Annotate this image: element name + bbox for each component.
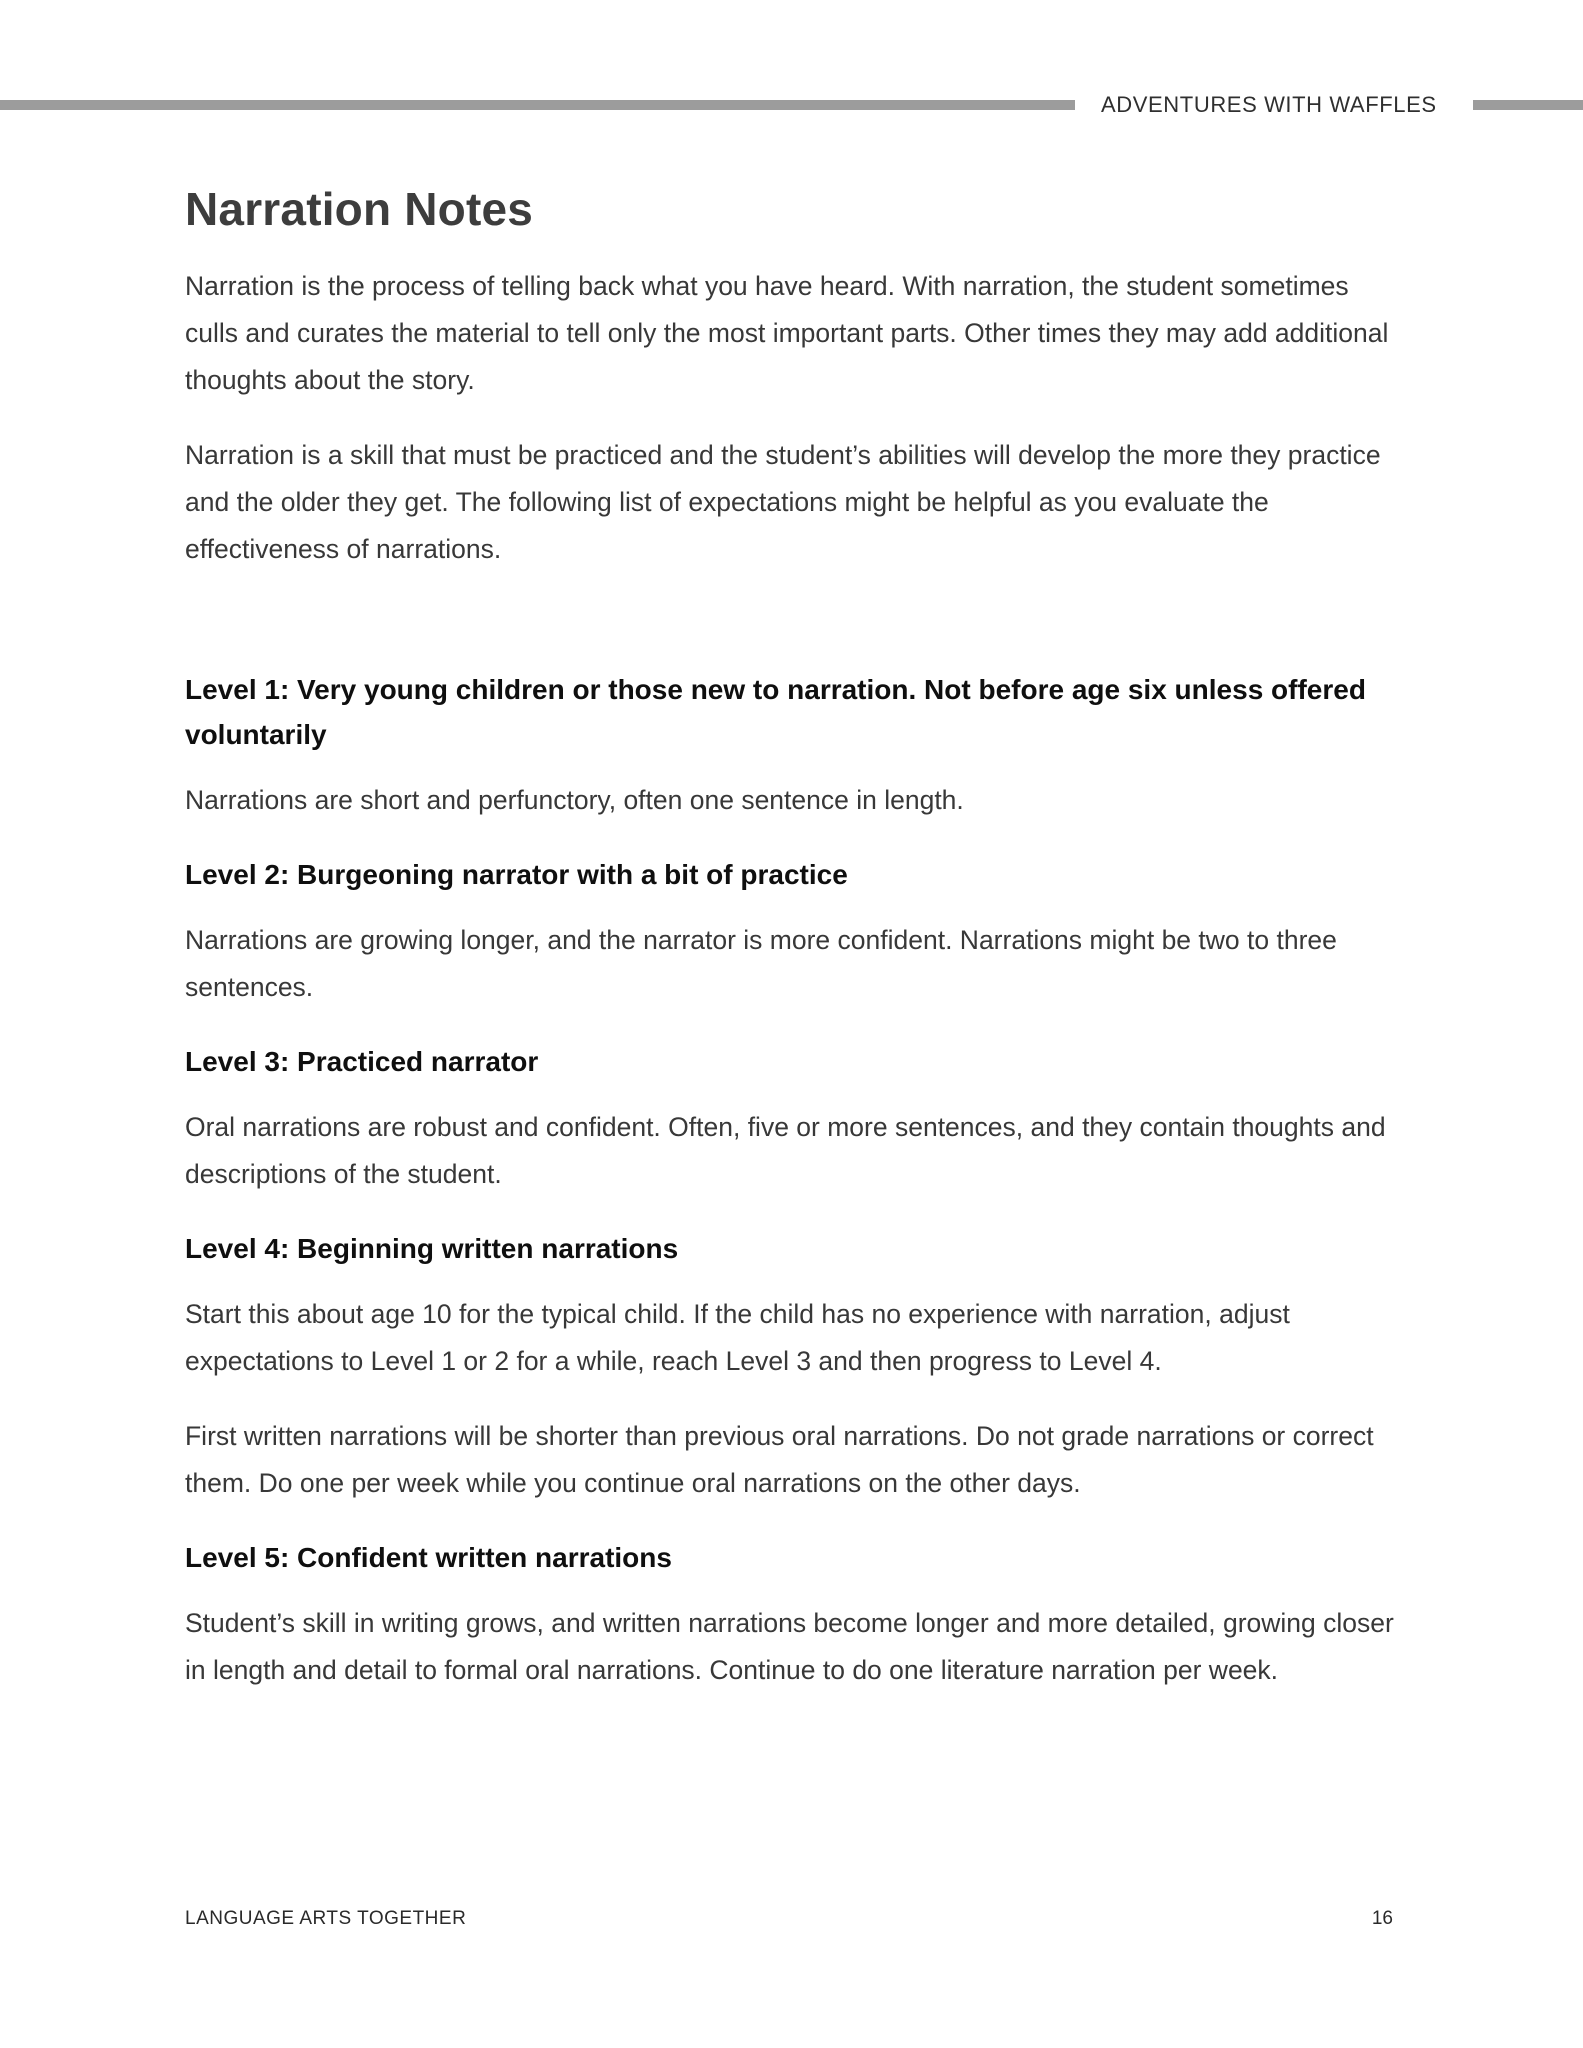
section-heading-level-4: Level 4: Beginning written narrations	[185, 1233, 679, 1265]
section-paragraph-level-2: Narrations are growing longer, and the narrator is more confident. Narrations might be two to three sentences.	[185, 925, 1337, 1003]
section-heading-level-1: Level 1: Very young children or those new to narration. Not before age six unless offered voluntarily	[185, 674, 1366, 751]
running-header-title: ADVENTURES WITH WAFFLES	[1101, 92, 1437, 117]
section-paragraph-level-5: Student’s skill in writing grows, and written narrations become longer and more detailed, growing closer in length and detail to formal oral narrations. Continue to do one literature narration per week.	[185, 1608, 1394, 1686]
intro-paragraph-1: Narration is the process of telling back what you have heard. With narration, the student sometimes culls and curates the material to tell only the most important parts. Other times they may add additional thoughts about the story.	[185, 271, 1389, 396]
footer-series-title: LANGUAGE ARTS TOGETHER	[185, 1908, 467, 1929]
footer-page-number: 16	[1371, 1908, 1393, 1929]
section-heading-level-5: Level 5: Confident written narrations	[185, 1542, 672, 1574]
page-footer	[185, 1908, 1393, 1930]
intro-paragraph-2: Narration is a skill that must be practiced and the student’s abilities will develop the more they practice and the older they get. The following list of expectations might be helpful as you evaluate the effectiveness of narrations.	[185, 440, 1381, 565]
section-paragraph-level-4-b: First written narrations will be shorter than previous oral narrations. Do not grade narrations or correct them. Do one per week while you continue oral narrations on the other days.	[185, 1421, 1374, 1499]
section-paragraph-level-3: Oral narrations are robust and confident. Often, five or more sentences, and they contain thoughts and descriptions of the student.	[185, 1112, 1386, 1190]
page-title: Narration Notes	[185, 183, 534, 235]
section-spacer	[185, 601, 1398, 653]
section-paragraph-level-1: Narrations are short and perfunctory, often one sentence in length.	[185, 785, 964, 816]
section-heading-level-3: Level 3: Practiced narrator	[185, 1046, 539, 1078]
section-paragraph-level-4-a: Start this about age 10 for the typical child. If the child has no experience with narration, adjust expectations to Level 1 or 2 for a while, reach Level 3 and then progress to Level 4.	[185, 1299, 1290, 1377]
section-heading-level-2: Level 2: Burgeoning narrator with a bit of practice	[185, 859, 848, 891]
header-rule-right	[1473, 100, 1583, 110]
page-content	[185, 0, 1398, 1722]
